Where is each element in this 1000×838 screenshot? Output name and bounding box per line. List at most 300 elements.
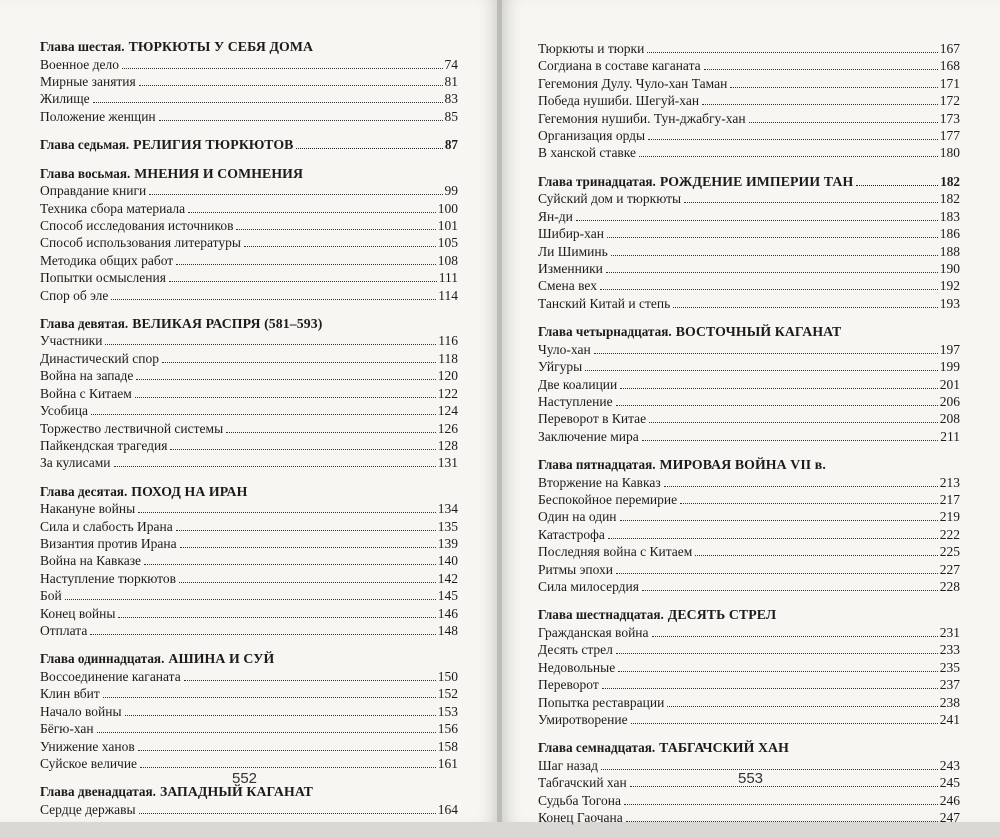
toc-entry[interactable] xyxy=(538,792,960,809)
chapter-heading[interactable] xyxy=(40,165,458,183)
dot-leader xyxy=(97,732,436,733)
toc-entry-title: Клин вбит xyxy=(40,686,100,702)
toc-entry-title: Ли Шиминь xyxy=(538,243,608,259)
toc-entry-title: Мирные занятия xyxy=(40,73,136,89)
toc-entry-title: Отплата xyxy=(40,623,88,639)
toc-entry-title: Бёгю-хан xyxy=(40,721,94,737)
chapter-page: 182 xyxy=(940,173,960,189)
toc-entry[interactable] xyxy=(40,350,458,367)
chapter-number: Глава двенадцатая. xyxy=(40,784,156,800)
toc-entry[interactable] xyxy=(40,287,458,304)
dot-leader xyxy=(138,512,436,513)
toc-entry-title: Способ исследования источников xyxy=(40,217,234,233)
toc-entry-page: 135 xyxy=(437,518,458,534)
dot-leader xyxy=(180,547,436,548)
dot-leader xyxy=(296,148,442,149)
toc-entry[interactable] xyxy=(538,410,960,427)
toc-entry-title: Унижение ханов xyxy=(40,738,135,754)
dot-leader xyxy=(179,582,436,583)
toc-entry[interactable] xyxy=(40,570,458,587)
chapter-heading[interactable] xyxy=(538,456,960,474)
toc-entry-page: 193 xyxy=(939,295,960,311)
toc-entry[interactable] xyxy=(40,437,458,454)
toc-chapter xyxy=(538,456,960,595)
chapter-title: РЕЛИГИЯ ТЮРКЮТОВ xyxy=(133,137,294,153)
dot-leader xyxy=(125,715,436,716)
dot-leader xyxy=(607,237,938,238)
toc-chapter xyxy=(40,38,458,125)
toc-entry[interactable] xyxy=(538,40,960,57)
toc-entry-page: 192 xyxy=(939,278,960,294)
toc-entry[interactable] xyxy=(538,75,960,92)
chapter-number: Глава шестнадцатая. xyxy=(538,607,664,623)
toc-entry[interactable] xyxy=(40,738,458,755)
toc-entry-page: 126 xyxy=(437,420,458,436)
toc-entry-page: 122 xyxy=(437,385,458,401)
toc-entry[interactable] xyxy=(538,578,960,595)
toc-entry-title: Победа нушиби. Шегуй-хан xyxy=(538,93,700,109)
toc-entry[interactable] xyxy=(538,208,960,225)
dot-leader xyxy=(65,599,436,600)
toc-entry[interactable] xyxy=(538,57,960,74)
toc-entry-title: Бой xyxy=(40,588,62,604)
toc-chapter xyxy=(538,606,960,728)
toc-entry[interactable] xyxy=(538,526,960,543)
toc-entry-title: Вторжение на Кавказ xyxy=(538,474,661,490)
toc-entry-title: Недовольные xyxy=(538,659,616,675)
toc-entry-page: 140 xyxy=(437,553,458,569)
dot-leader xyxy=(642,440,939,441)
dot-leader xyxy=(122,68,443,69)
dot-leader xyxy=(176,264,436,265)
toc-entry[interactable] xyxy=(40,332,458,349)
toc-entry-title: Уйгуры xyxy=(538,359,583,375)
toc-chapter xyxy=(538,323,960,445)
toc-entry-title: Чуло-хан xyxy=(538,341,591,357)
toc-entry-title: Усобица xyxy=(40,403,88,419)
toc-entry-title: Шаг назад xyxy=(538,757,598,773)
dot-leader xyxy=(576,220,938,221)
toc-entry-title: Торжество лествичной системы xyxy=(40,420,224,436)
toc-entry[interactable] xyxy=(40,385,458,402)
toc-entry[interactable] xyxy=(538,809,960,826)
toc-entry[interactable] xyxy=(40,269,458,286)
toc-entry[interactable] xyxy=(40,73,458,90)
toc-entry-page: 190 xyxy=(939,260,960,276)
toc-entry[interactable] xyxy=(40,252,458,269)
toc-entry-page: 182 xyxy=(939,191,960,207)
toc-entry-page: 81 xyxy=(444,73,458,89)
toc-entry-page: 246 xyxy=(939,792,960,808)
toc-entry[interactable] xyxy=(538,561,960,578)
toc-entry-title: Династический спор xyxy=(40,350,159,366)
toc-entry-page: 231 xyxy=(939,624,960,640)
dot-leader xyxy=(680,503,938,504)
dot-leader xyxy=(856,185,938,186)
dot-leader xyxy=(139,85,443,86)
chapter-number: Глава девятая. xyxy=(40,315,129,331)
toc-entry[interactable] xyxy=(40,108,458,125)
dot-leader xyxy=(600,289,938,290)
toc-entry-title: Византия против Ирана xyxy=(40,536,177,552)
toc-entry[interactable] xyxy=(538,711,960,728)
toc-entry-page: 237 xyxy=(939,677,960,693)
toc-entry-page: 180 xyxy=(939,145,960,161)
dot-leader xyxy=(648,139,938,140)
dot-leader xyxy=(642,590,938,591)
toc-entry[interactable] xyxy=(538,376,960,393)
toc-entry[interactable] xyxy=(538,428,960,445)
dot-leader xyxy=(667,706,937,707)
dot-leader xyxy=(118,617,435,618)
dot-leader xyxy=(138,750,436,751)
toc-entry-title: Участники xyxy=(40,333,103,349)
toc-entry-page: 167 xyxy=(939,41,960,56)
toc-entry-page: 222 xyxy=(939,526,960,542)
toc-entry-title: Две коалиции xyxy=(538,376,618,392)
dot-leader xyxy=(188,212,436,213)
toc-entry-title: Согдиана в составе каганата xyxy=(538,58,701,74)
toc-entry-page: 208 xyxy=(939,411,960,427)
toc-entry[interactable] xyxy=(40,605,458,622)
dot-leader xyxy=(585,370,938,371)
toc-entry-title: В ханской ставке xyxy=(538,145,637,161)
chapter-title: ТАБГАЧСКИЙ ХАН xyxy=(659,740,789,756)
toc-entry-page: 118 xyxy=(438,350,458,366)
toc-entry-page: 99 xyxy=(444,183,458,199)
dot-leader xyxy=(244,246,436,247)
toc-entry[interactable] xyxy=(538,491,960,508)
toc-entry-page: 225 xyxy=(939,544,960,560)
dot-leader xyxy=(176,530,436,531)
toc-entry[interactable] xyxy=(538,641,960,658)
toc-entry-page: 101 xyxy=(437,217,458,233)
toc-entry[interactable] xyxy=(40,420,458,437)
toc-entry-page: 241 xyxy=(939,712,960,727)
toc-entry-title: Наступление тюркютов xyxy=(40,570,177,586)
chapter-number: Глава пятнадцатая. xyxy=(538,457,656,473)
toc-entry-page: 183 xyxy=(939,208,960,224)
toc-chapter xyxy=(40,136,458,154)
toc-entry[interactable] xyxy=(538,260,960,277)
chapter-number: Глава восьмая. xyxy=(40,165,131,181)
dot-leader xyxy=(704,69,938,70)
chapter-heading[interactable] xyxy=(538,606,960,624)
toc-entry[interactable] xyxy=(538,341,960,358)
toc-entry-page: 152 xyxy=(437,686,458,702)
toc-entry[interactable] xyxy=(538,144,960,161)
toc-entry[interactable] xyxy=(40,535,458,552)
dot-leader xyxy=(631,723,938,724)
toc-entry-page: 211 xyxy=(940,428,960,444)
toc-entry-title: Гегемония нушиби. Тун-джабгу-хан xyxy=(538,110,746,126)
toc-entry-page: 188 xyxy=(939,243,960,259)
toc-entry-page: 114 xyxy=(438,287,458,303)
toc-entry-title: Попытка реставрации xyxy=(538,694,665,710)
toc-entry-title: Техника сбора материала xyxy=(40,200,186,216)
toc-entry-title: Конец Гаочана xyxy=(538,810,623,826)
chapter-heading[interactable] xyxy=(538,739,960,757)
toc-chapter-continued xyxy=(538,40,960,162)
chapter-number: Глава одиннадцатая. xyxy=(40,651,165,667)
chapter-number: Глава семнадцатая. xyxy=(538,740,656,756)
chapter-heading[interactable] xyxy=(40,483,458,501)
chapter-number: Глава четырнадцатая. xyxy=(538,324,672,340)
toc-entry[interactable] xyxy=(40,200,458,217)
toc-entry[interactable] xyxy=(538,190,960,207)
dot-leader xyxy=(170,449,435,450)
toc-entry[interactable] xyxy=(40,622,458,639)
toc-entry-page: 142 xyxy=(437,570,458,586)
toc-entry-page: 74 xyxy=(444,56,458,72)
dot-leader xyxy=(673,307,937,308)
toc-entry-title: Воссоединение каганата xyxy=(40,668,181,684)
dot-leader xyxy=(647,52,937,53)
toc-entry[interactable] xyxy=(40,500,458,517)
toc-entry-title: Накануне войны xyxy=(40,501,136,517)
toc-entry-title: Судьба Тогона xyxy=(538,792,621,808)
dot-leader xyxy=(624,804,938,805)
chapter-title: ДЕСЯТЬ СТРЕЛ xyxy=(667,607,777,623)
toc-entry-page: 111 xyxy=(438,270,458,286)
toc-entry-page: 108 xyxy=(437,252,458,268)
chapter-title: ЗАПАДНЫЙ КАГАНАТ xyxy=(159,784,313,800)
toc-entry-page: 173 xyxy=(939,110,960,126)
dot-leader xyxy=(620,388,938,389)
dot-leader xyxy=(111,299,436,300)
toc-entry[interactable] xyxy=(40,234,458,251)
toc-entry[interactable] xyxy=(40,454,458,471)
toc-entry[interactable] xyxy=(40,90,458,107)
dot-leader xyxy=(90,634,435,635)
toc-chapter xyxy=(40,315,458,472)
dot-leader xyxy=(684,202,938,203)
toc-entry-page: 164 xyxy=(437,801,458,817)
toc-entry-title: Сердце державы xyxy=(40,801,136,817)
toc-entry-page: 120 xyxy=(437,368,458,384)
dot-leader xyxy=(135,397,436,398)
chapter-heading[interactable] xyxy=(40,315,458,333)
dot-leader xyxy=(139,813,436,814)
dot-leader xyxy=(114,466,436,467)
toc-entry-page: 217 xyxy=(939,492,960,508)
toc-entry[interactable] xyxy=(40,668,458,685)
toc-entry-title: Один на один xyxy=(538,509,617,525)
toc-entry[interactable] xyxy=(40,518,458,535)
toc-entry-title: Сила и слабость Ирана xyxy=(40,518,173,534)
toc-entry[interactable] xyxy=(538,676,960,693)
toc-entry-title: Методика общих работ xyxy=(40,252,174,268)
toc-entry[interactable] xyxy=(538,659,960,676)
toc-entry-page: 171 xyxy=(939,75,960,91)
toc-entry-title: Шибир-хан xyxy=(538,226,604,242)
toc-entry-page: 206 xyxy=(939,393,960,409)
dot-leader xyxy=(140,767,436,768)
toc-entry-page: 105 xyxy=(437,235,458,251)
dot-leader xyxy=(169,281,437,282)
toc-entry-page: 172 xyxy=(939,93,960,109)
dot-leader xyxy=(105,344,436,345)
toc-chapter xyxy=(40,165,458,304)
toc-entry[interactable] xyxy=(40,367,458,384)
dot-leader xyxy=(594,353,938,354)
toc-entry[interactable] xyxy=(538,358,960,375)
right-page-number: 553 xyxy=(738,770,764,787)
toc-entry[interactable] xyxy=(538,694,960,711)
toc-entry-page: 116 xyxy=(438,333,458,349)
chapter-title: РОЖДЕНИЕ ИМПЕРИИ ТАН xyxy=(659,173,854,189)
toc-entry-page: 128 xyxy=(437,437,458,453)
dot-leader xyxy=(162,362,436,363)
toc-entry-title: Оправдание книги xyxy=(40,183,147,199)
toc-entry-page: 235 xyxy=(939,659,960,675)
left-page xyxy=(0,0,498,822)
toc-entry-title: Ритмы эпохи xyxy=(538,561,614,577)
dot-leader xyxy=(630,786,938,787)
right-page xyxy=(502,0,1000,826)
toc-entry-title: Наступление xyxy=(538,393,613,409)
toc-entry-title: Сила милосердия xyxy=(538,579,639,595)
toc-entry[interactable] xyxy=(40,182,458,199)
chapter-heading[interactable] xyxy=(40,136,458,154)
toc-entry-title: Война с Китаем xyxy=(40,385,132,401)
toc-entry[interactable] xyxy=(538,127,960,144)
left-toc xyxy=(40,38,458,829)
chapter-heading[interactable] xyxy=(40,38,458,56)
chapter-title: ВОСТОЧНЫЙ КАГАНАТ xyxy=(675,324,842,340)
toc-entry-page: 134 xyxy=(437,501,458,517)
dot-leader xyxy=(616,653,938,654)
chapter-title: АШИНА И СУЙ xyxy=(168,651,275,667)
toc-entry-title: Суйский дом и тюркюты xyxy=(538,191,682,207)
toc-entry-page: 186 xyxy=(939,226,960,242)
dot-leader xyxy=(695,555,937,556)
dot-leader xyxy=(652,636,938,637)
toc-entry[interactable] xyxy=(538,474,960,491)
toc-entry-page: 139 xyxy=(437,536,458,552)
toc-entry-page: 197 xyxy=(939,341,960,357)
dot-leader xyxy=(702,104,938,105)
toc-chapter xyxy=(538,173,960,312)
chapter-heading[interactable] xyxy=(538,323,960,341)
dot-leader xyxy=(608,538,938,539)
toc-entry-page: 213 xyxy=(939,474,960,490)
dot-leader xyxy=(606,272,938,273)
chapter-number: Глава тринадцатая. xyxy=(538,173,656,189)
toc-entry-title: Беспокойное перемирие xyxy=(538,492,678,508)
toc-entry-page: 177 xyxy=(939,128,960,144)
toc-entry[interactable] xyxy=(40,587,458,604)
toc-entry[interactable] xyxy=(40,56,458,73)
toc-entry[interactable] xyxy=(538,92,960,109)
toc-entry-title: Организация орды xyxy=(538,128,646,144)
chapter-title: ТЮРКЮТЫ У СЕБЯ ДОМА xyxy=(128,39,314,54)
toc-entry[interactable] xyxy=(538,295,960,312)
toc-entry[interactable] xyxy=(40,801,458,818)
chapter-title: МИРОВАЯ ВОЙНА VII в. xyxy=(659,457,826,473)
toc-entry[interactable] xyxy=(538,110,960,127)
chapter-heading[interactable] xyxy=(40,650,458,668)
toc-entry-title: Тюркюты и тюрки xyxy=(538,41,645,56)
toc-entry-page: 131 xyxy=(437,455,458,471)
toc-entry-page: 100 xyxy=(437,200,458,216)
toc-entry-page: 227 xyxy=(939,561,960,577)
toc-entry-title: За кулисами xyxy=(40,455,111,471)
toc-entry[interactable] xyxy=(40,402,458,419)
toc-entry-title: Изменники xyxy=(538,260,603,276)
chapter-page: 87 xyxy=(444,137,458,153)
toc-entry-title: Танский Китай и степь xyxy=(538,295,671,311)
toc-entry[interactable] xyxy=(40,552,458,569)
toc-entry-title: Ян-ди xyxy=(538,208,573,224)
toc-entry-title: Переворот в Китае xyxy=(538,411,647,427)
toc-entry-page: 233 xyxy=(939,642,960,658)
toc-entry[interactable] xyxy=(40,703,458,720)
toc-entry-page: 153 xyxy=(437,703,458,719)
toc-entry[interactable] xyxy=(538,277,960,294)
toc-entry[interactable] xyxy=(538,508,960,525)
toc-entry[interactable] xyxy=(538,543,960,560)
toc-entry[interactable] xyxy=(40,685,458,702)
chapter-number: Глава десятая. xyxy=(40,483,128,499)
toc-entry[interactable] xyxy=(538,393,960,410)
dot-leader xyxy=(159,120,443,121)
toc-entry[interactable] xyxy=(538,243,960,260)
dot-leader xyxy=(618,671,938,672)
toc-entry-page: 199 xyxy=(939,359,960,375)
chapter-number: Глава шестая. xyxy=(40,39,125,54)
toc-entry-page: 158 xyxy=(437,738,458,754)
chapter-heading[interactable] xyxy=(538,173,960,191)
toc-entry-title: Гегемония Дулу. Чуло-хан Таман xyxy=(538,75,728,91)
toc-entry[interactable] xyxy=(40,217,458,234)
toc-entry[interactable] xyxy=(40,720,458,737)
toc-entry-page: 156 xyxy=(437,721,458,737)
toc-entry-title: Переворот xyxy=(538,677,599,693)
toc-entry-title: Пайкендская трагедия xyxy=(40,437,168,453)
chapter-title: ПОХОД НА ИРАН xyxy=(131,483,248,499)
dot-leader xyxy=(103,697,436,698)
toc-entry-page: 148 xyxy=(437,623,458,639)
toc-chapter xyxy=(40,483,458,640)
toc-entry-page: 124 xyxy=(437,403,458,419)
toc-entry-title: Военное дело xyxy=(40,56,119,72)
toc-entry-page: 168 xyxy=(939,58,960,74)
toc-entry-page: 219 xyxy=(939,509,960,525)
toc-entry-page: 85 xyxy=(444,108,458,124)
toc-chapter xyxy=(40,783,458,818)
dot-leader xyxy=(144,564,436,565)
toc-entry[interactable] xyxy=(538,624,960,641)
toc-entry-title: Жилище xyxy=(40,91,90,107)
dot-leader xyxy=(749,122,938,123)
dot-leader xyxy=(620,520,938,521)
toc-entry-title: Спор об эле xyxy=(40,287,109,303)
toc-entry[interactable] xyxy=(538,225,960,242)
dot-leader xyxy=(639,156,938,157)
toc-entry-page: 247 xyxy=(939,810,960,826)
toc-entry-title: Попытки осмысления xyxy=(40,270,166,286)
dot-leader xyxy=(601,769,938,770)
dot-leader xyxy=(611,255,938,256)
toc-entry-title: Суйское величие xyxy=(40,756,138,771)
dot-leader xyxy=(149,194,442,195)
toc-entry-title: Катастрофа xyxy=(538,526,605,542)
toc-entry-page: 145 xyxy=(437,588,458,604)
toc-entry-title: Способ использования литературы xyxy=(40,235,241,251)
toc-entry-page: 83 xyxy=(444,91,458,107)
dot-leader xyxy=(730,87,937,88)
